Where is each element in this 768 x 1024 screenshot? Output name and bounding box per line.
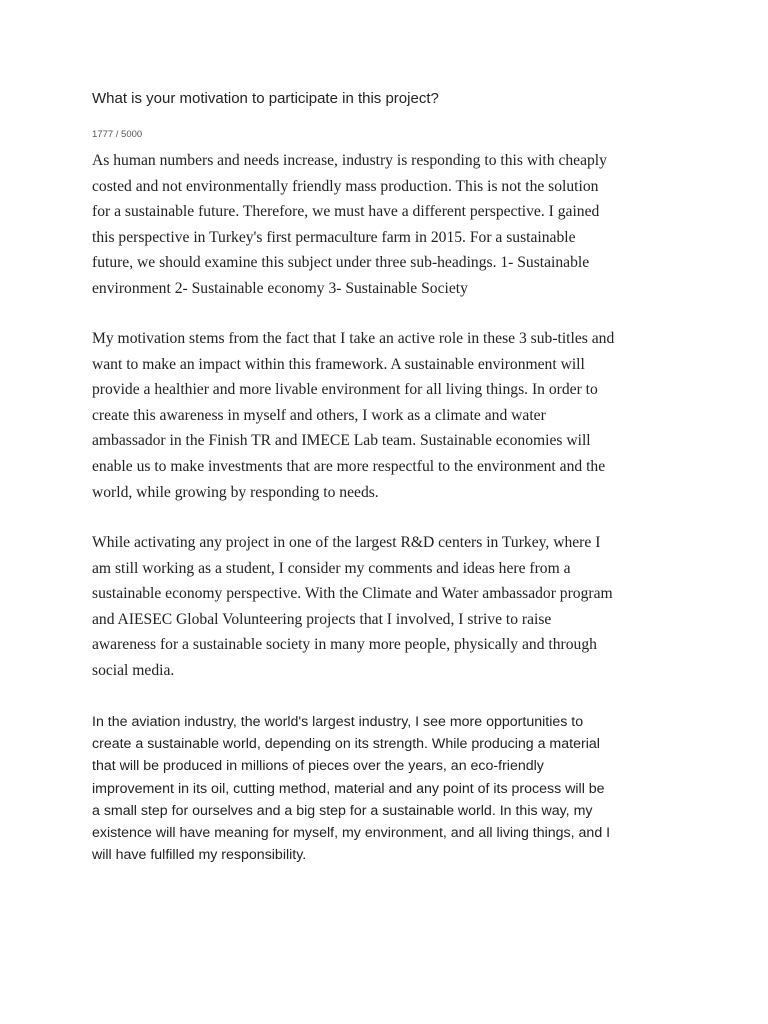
paragraph-line: this perspective in Turkey's first permaculture farm in 2015. For a sustainable xyxy=(92,228,576,246)
paragraph-line: In the aviation industry, the world's largest industry, I see more opportunities to xyxy=(92,714,584,730)
paragraph-line: improvement in its oil, cutting method, material and any point of its process will be xyxy=(92,780,605,797)
paragraph-line: My motivation stems from the fact that I take an active role in these 3 sub-titles and xyxy=(92,330,615,347)
paragraph-line: and AIESEC Global Volunteering projects that I involved, I strive to raise xyxy=(92,610,552,628)
character-counter: 1777 / 5000 xyxy=(92,129,143,140)
paragraph-line: existence will have meaning for myself, my environment, and all living things, and I xyxy=(92,825,611,842)
paragraph-line: social media. xyxy=(92,661,175,679)
paragraph-line: a small step for ourselves and a big step for a sustainable world. In this way, my xyxy=(92,802,593,819)
paragraph-line: awareness for a sustainable society in many more people, physically and through xyxy=(92,636,597,654)
answer-paragraph-2 xyxy=(92,326,692,505)
paragraph-line: for a sustainable future. Therefore, we must have a different perspective. I gained xyxy=(92,203,600,221)
paragraph-line: create this awareness in myself and others, I work as a climate and water xyxy=(92,406,546,424)
paragraph-line: costed and not environmentally friendly mass production. This is not the solution xyxy=(92,177,599,195)
paragraph-line: will have fulfilled my responsibility. xyxy=(92,847,307,864)
paragraph-line: sustainable economy perspective. With the Climate and Water ambassador program xyxy=(92,585,613,603)
paragraph-line: future, we should examine this subject under three sub-headings. 1- Sustainable xyxy=(92,254,590,272)
question-label: What is your motivation to participate in this project? xyxy=(92,90,439,107)
answer-paragraph-4 xyxy=(92,711,692,866)
paragraph-line: ambassador in the Finish TR and IMECE Lab team. Sustainable economies will xyxy=(92,432,591,450)
paragraph-line: As human numbers and needs increase, industry is responding to this with cheaply xyxy=(92,152,607,169)
paragraph-line: enable us to make investments that are more respectful to the environment and the xyxy=(92,457,606,475)
answer-paragraph-3 xyxy=(92,530,692,684)
paragraph-line: am still working as a student, I consider my comments and ideas here from a xyxy=(92,559,571,577)
paragraph-line: create a sustainable world, depending on its strength. While producing a material xyxy=(92,736,600,753)
answer-paragraph-1 xyxy=(92,148,692,302)
paragraph-line: that will be produced in millions of pieces over the years, an eco-friendly xyxy=(92,758,544,775)
paragraph-line: While activating any project in one of the largest R&D centers in Turkey, where I xyxy=(92,534,601,551)
paragraph-line: provide a healthier and more livable environment for all living things. In order to xyxy=(92,381,598,399)
paragraph-line: environment 2- Sustainable economy 3- Sustainable Society xyxy=(92,279,468,297)
paragraph-line: want to make an impact within this framework. A sustainable environment will xyxy=(92,355,585,373)
paragraph-line: world, while growing by responding to needs. xyxy=(92,483,379,501)
